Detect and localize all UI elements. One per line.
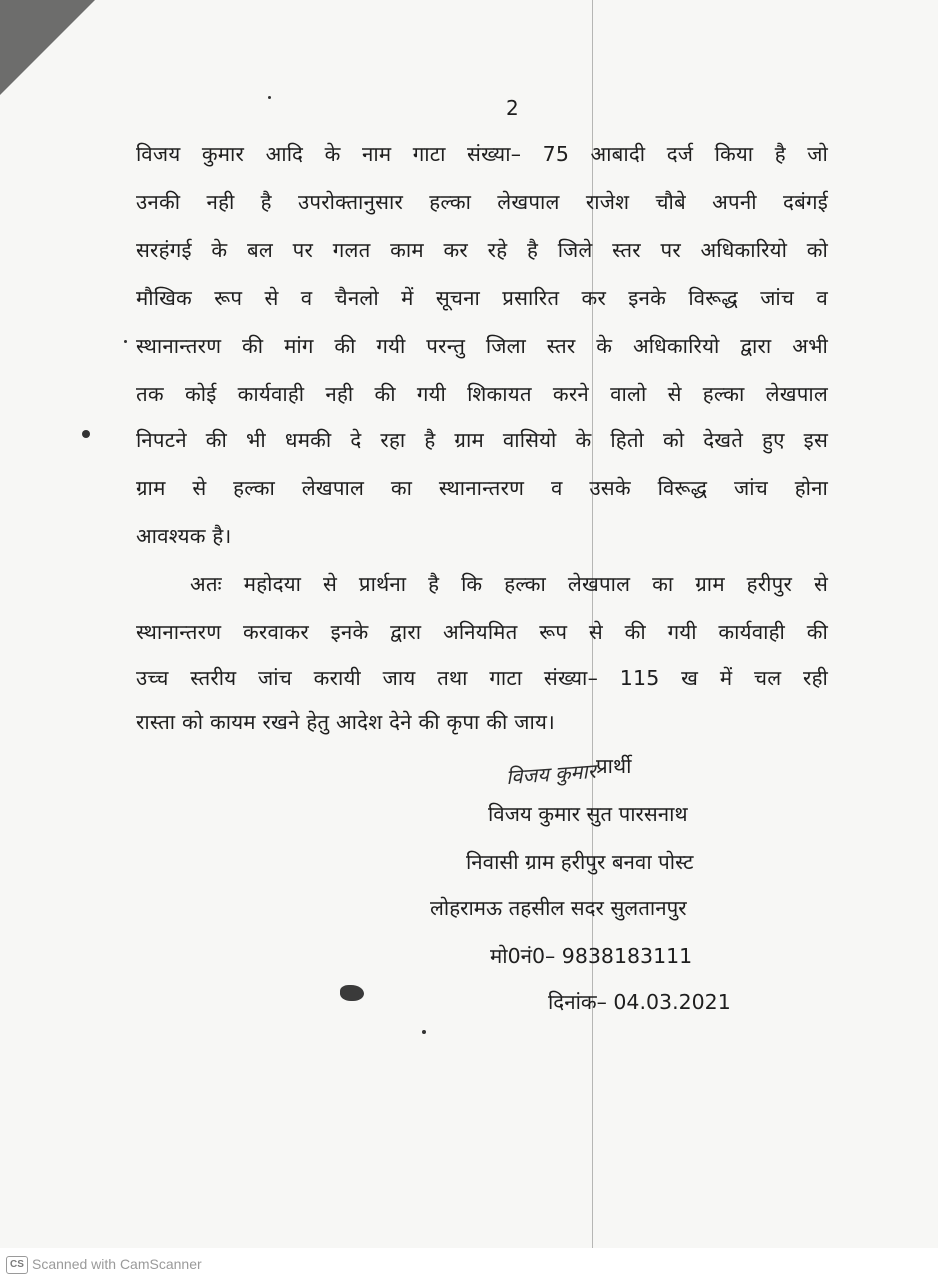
text-line: ग्राम से हल्का लेखपाल का स्थानान्तरण व उसके विरूद्ध जांच होना bbox=[136, 476, 828, 500]
dust-speck bbox=[268, 96, 271, 99]
text-line: आवश्यक है। bbox=[136, 524, 232, 548]
text-line: तक कोई कार्यवाही नही की गयी शिकायत करने वालो से हल्का लेखपाल bbox=[136, 382, 828, 406]
dust-speck bbox=[124, 340, 127, 343]
applicant-name: विजय कुमार सुत पारसनाथ bbox=[488, 802, 688, 826]
camscanner-logo-icon: CS bbox=[6, 1256, 28, 1274]
text-line: स्थानान्तरण की मांग की गयी परन्तु जिला स्तर के अधिकारियो द्वारा अभी bbox=[136, 334, 828, 358]
text-line: उनकी नही है उपरोक्तानुसार हल्का लेखपाल राजेश चौबे अपनी दबंगई bbox=[136, 190, 828, 214]
ink-smudge bbox=[340, 985, 364, 1001]
text-line: सरहंगई के बल पर गलत काम कर रहे है जिले स्तर पर अधिकारियो को bbox=[136, 238, 828, 262]
text-line: स्थानान्तरण करवाकर इनके द्वारा अनियमित रूप से की गयी कार्यवाही की bbox=[136, 620, 828, 644]
text-line: विजय कुमार आदि के नाम गाटा संख्या– 75 आबादी दर्ज किया है जो bbox=[136, 142, 828, 166]
page-shadow-corner bbox=[0, 0, 95, 95]
scanner-footer bbox=[0, 1248, 938, 1280]
text-line: रास्ता को कायम रखने हेतु आदेश देने की कृपा की जाय। bbox=[136, 710, 556, 734]
mobile-number: मो0नं0– 9838183111 bbox=[490, 944, 693, 968]
applicant-label: प्रार्थी bbox=[596, 754, 632, 778]
date: दिनांक– 04.03.2021 bbox=[548, 990, 731, 1014]
scanner-watermark-text: Scanned with CamScanner bbox=[32, 1256, 202, 1272]
page-number: 2 bbox=[506, 96, 519, 120]
text-line: अतः महोदया से प्रार्थना है कि हल्का लेखपाल का ग्राम हरीपुर से bbox=[190, 572, 828, 596]
dust-speck bbox=[422, 1030, 426, 1034]
dust-speck bbox=[82, 430, 90, 438]
text-line: निपटने की भी धमकी दे रहा है ग्राम वासियो के हितो को देखते हुए इस bbox=[136, 428, 828, 452]
text-line: मौखिक रूप से व चैनलो में सूचना प्रसारित कर इनके विरूद्ध जांच व bbox=[136, 286, 828, 310]
address-line-2: लोहरामऊ तहसील सदर सुलतानपुर bbox=[430, 896, 687, 920]
text-line: उच्च स्तरीय जांच करायी जाय तथा गाटा संख्या– 115 ख में चल रही bbox=[136, 666, 828, 690]
address-line-1: निवासी ग्राम हरीपुर बनवा पोस्ट bbox=[466, 850, 694, 874]
handwritten-signature: विजय कुमार bbox=[505, 758, 597, 790]
